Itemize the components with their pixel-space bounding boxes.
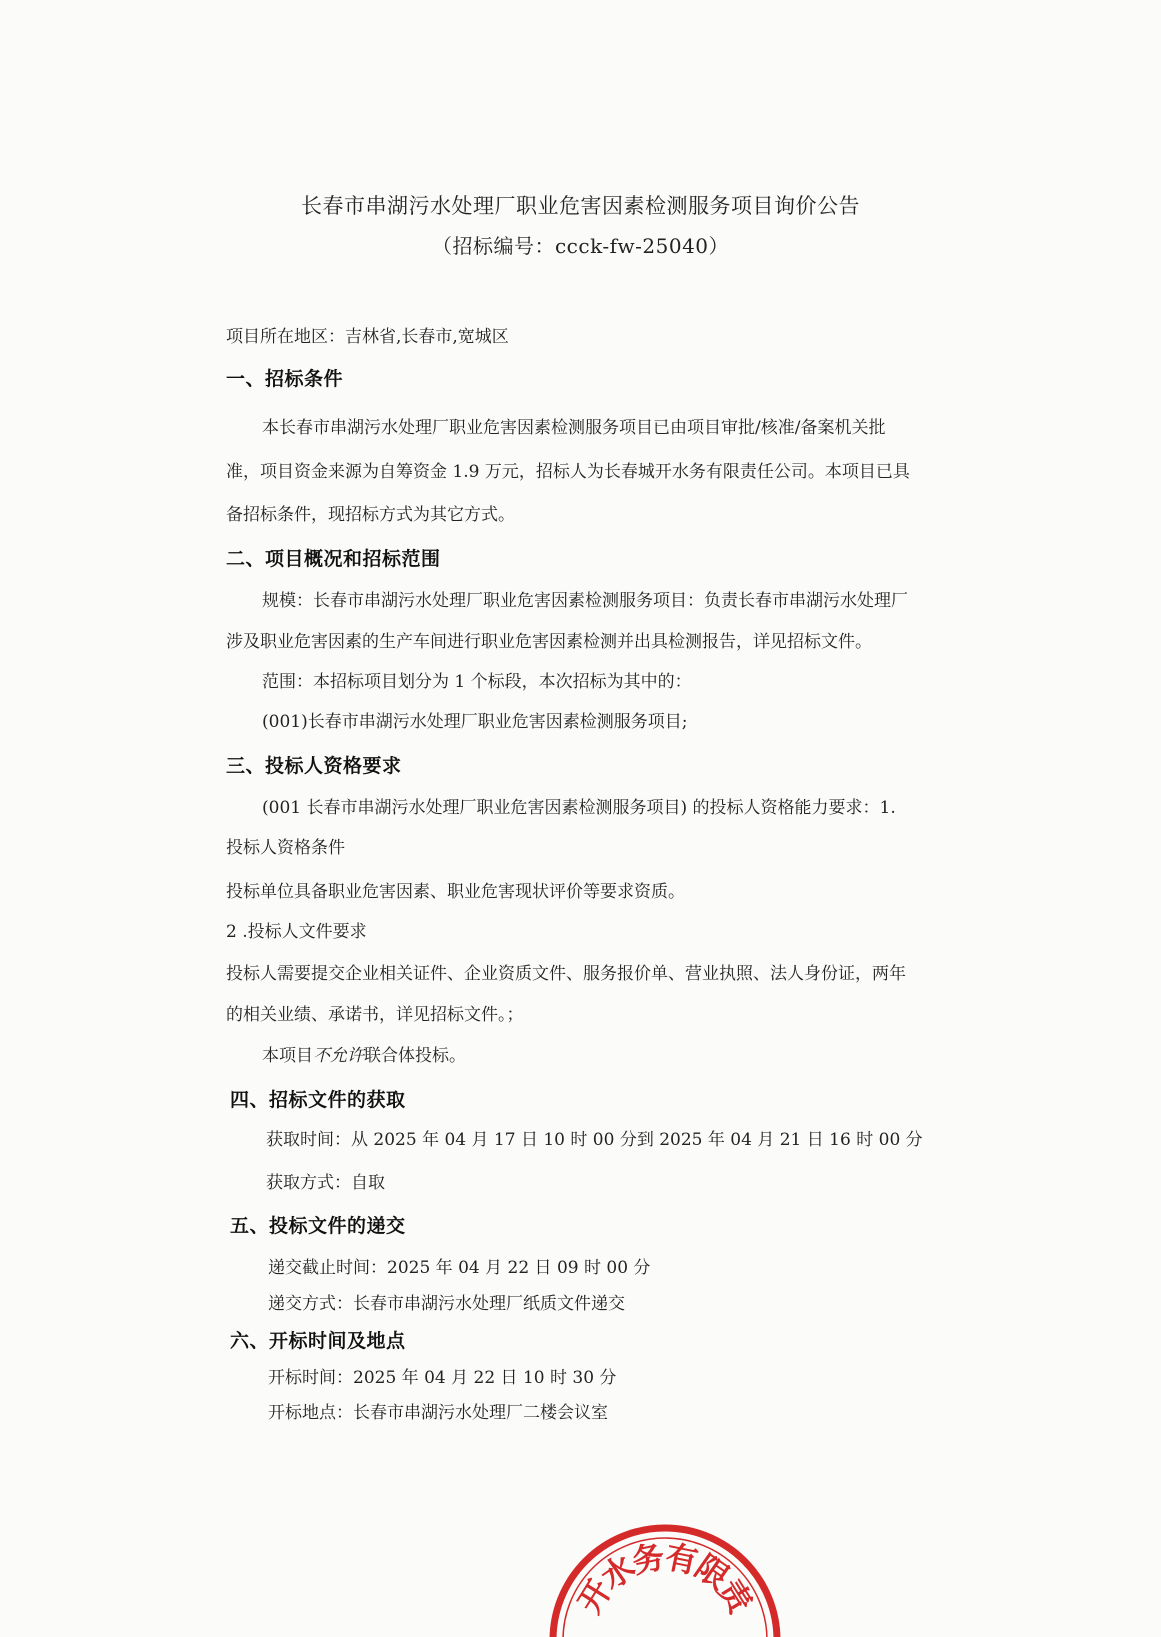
section-2-heading: 二、项目概况和招标范围 xyxy=(226,548,441,570)
section-5-deadline: 递交截止时间：2025 年 04 月 22 日 09 时 00 分 xyxy=(268,1258,651,1278)
section-2-scale-line: 规模：长春市串湖污水处理厂职业危害因素检测服务项目：负责长春市串湖污水处理厂 xyxy=(262,591,908,611)
seal-character: 责 xyxy=(710,1572,760,1620)
section-5-heading: 五、投标文件的递交 xyxy=(230,1215,406,1237)
section-4-heading: 四、招标文件的获取 xyxy=(230,1089,406,1111)
document-title: 长春市串湖污水处理厂职业危害因素检测服务项目询价公告 xyxy=(301,194,860,218)
section-3-heading: 三、投标人资格要求 xyxy=(226,755,402,777)
section-2-scope: 范围：本招标项目划分为 1 个标段，本次招标为其中的： xyxy=(262,672,692,692)
section-6-heading: 六、开标时间及地点 xyxy=(230,1330,406,1352)
company-seal xyxy=(545,1490,785,1637)
section-6-time: 开标时间：2025 年 04 月 22 日 10 时 30 分 xyxy=(268,1368,617,1388)
seal-character: 开 xyxy=(570,1572,620,1620)
section-1-para-line: 准，项目资金来源为自筹资金 1.9 万元，招标人为长春城开水务有限责任公司。本项目已具 xyxy=(226,462,910,482)
section-1-para-line: 备招标条件，现招标方式为其它方式。 xyxy=(226,505,515,525)
section-4-method: 获取方式：自取 xyxy=(266,1173,385,1193)
section-1-heading: 一、招标条件 xyxy=(226,368,344,390)
section-3-documents-line: 投标人需要提交企业相关证件、企业资质文件、服务报价单、营业执照、法人身份证，两年 xyxy=(226,964,906,984)
consortium-suffix: 联合体投标。 xyxy=(364,1046,466,1066)
consortium-prefix: 本项目 xyxy=(262,1046,313,1066)
seal-graphic xyxy=(545,1490,785,1637)
bid-number: （招标编号：ccck-fw-25040） xyxy=(431,234,730,258)
section-3-consortium xyxy=(262,1045,466,1067)
section-2-lot: (001)长春市串湖污水处理厂职业危害因素检测服务项目; xyxy=(262,712,688,732)
section-5-method: 递交方式：长春市串湖污水处理厂纸质文件递交 xyxy=(268,1294,625,1314)
project-location: 项目所在地区：吉林省,长春市,宽城区 xyxy=(226,327,509,347)
section-1-para-line: 本长春市串湖污水处理厂职业危害因素检测服务项目已由项目审批/核准/备案机关批 xyxy=(262,418,886,438)
seal-character: 水 xyxy=(593,1547,642,1597)
section-4-time: 获取时间：从 2025 年 04 月 17 日 10 时 00 分到 2025 年 04 月 21 日 16 时 00 分 xyxy=(266,1130,923,1150)
section-3-requirement-line: (001 长春市串湖污水处理厂职业危害因素检测服务项目) 的投标人资格能力要求：1. xyxy=(262,798,896,818)
consortium-not-allowed: 不允许 xyxy=(313,1046,364,1066)
section-3-requirement-line: 投标人资格条件 xyxy=(226,838,345,858)
section-2-scale-line: 涉及职业危害因素的生产车间进行职业危害因素检测并出具检测报告，详见招标文件。 xyxy=(226,632,872,652)
seal-character: 有 xyxy=(662,1537,702,1581)
section-3-documents-line: 的相关业绩、承诺书，详见招标文件。； xyxy=(226,1005,524,1025)
section-3-requirement-line: 投标单位具备职业危害因素、职业危害现状评价等要求资质。 xyxy=(226,882,685,902)
section-6-place: 开标地点：长春市串湖污水处理厂二楼会议室 xyxy=(268,1403,608,1423)
section-3-documents-title: 2 .投标人文件要求 xyxy=(226,922,367,942)
seal-character: 务 xyxy=(628,1537,668,1581)
seal-character: 限 xyxy=(688,1547,737,1597)
